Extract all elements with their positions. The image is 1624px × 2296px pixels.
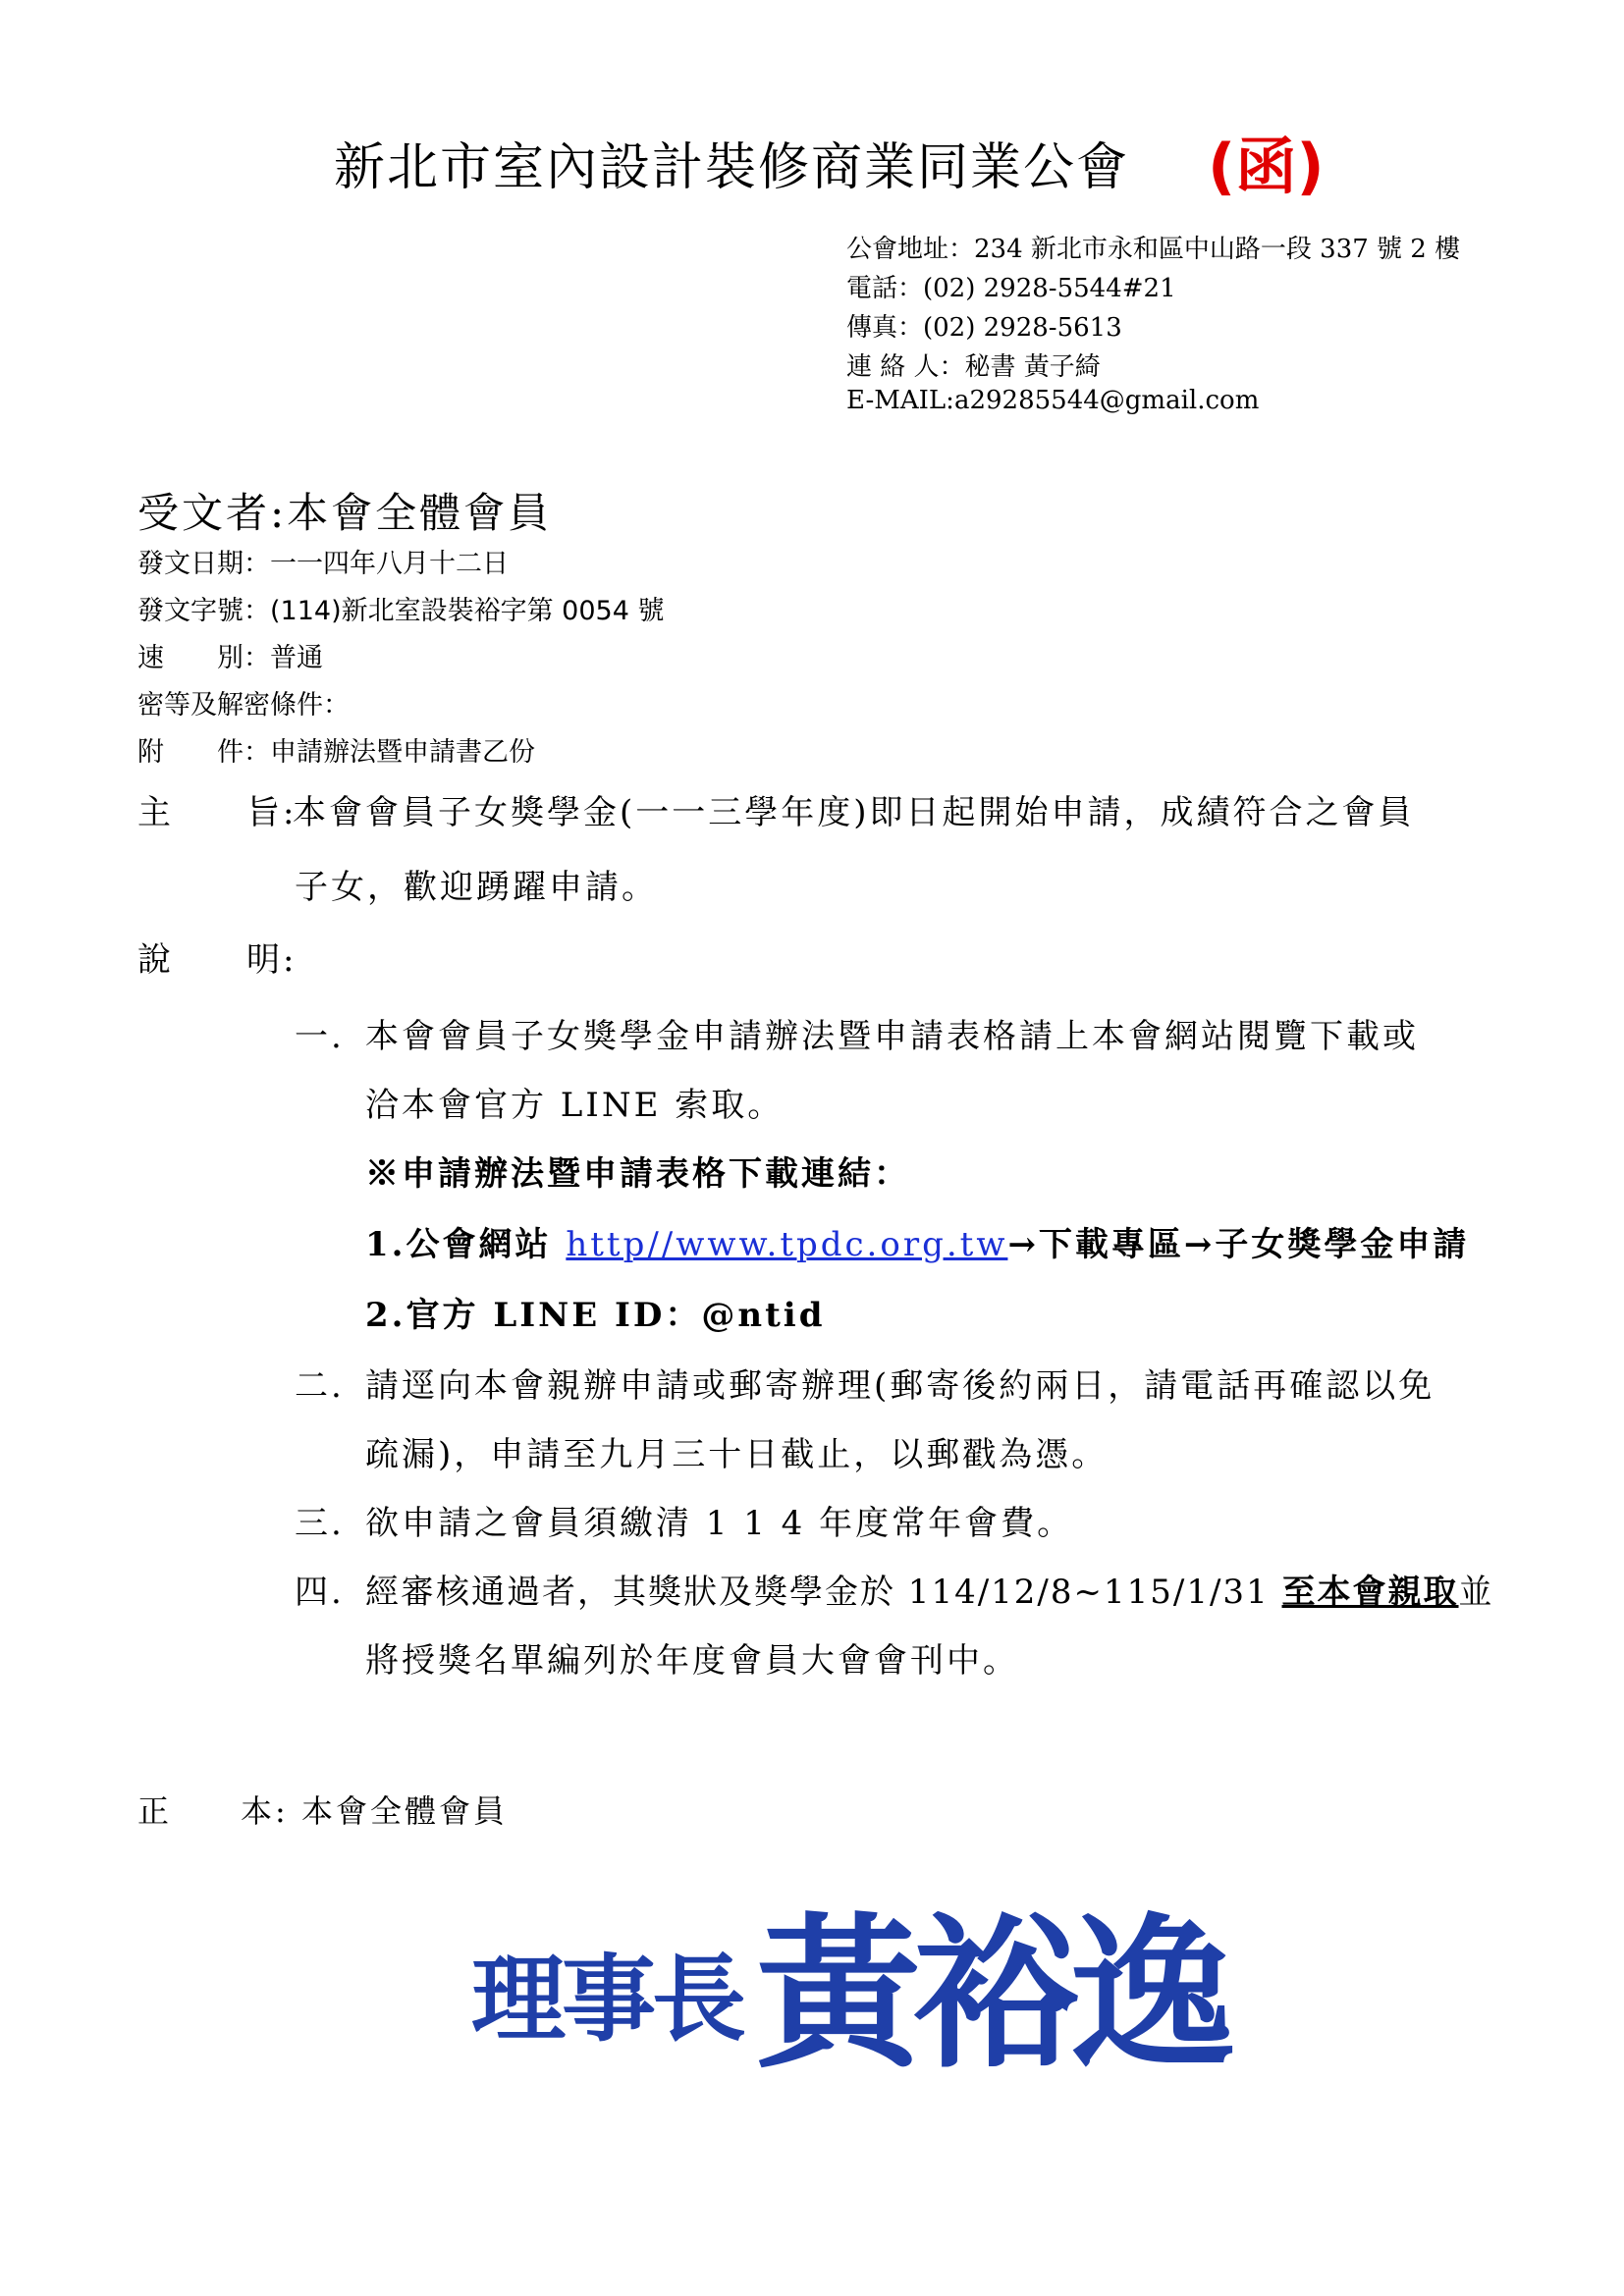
secrecy-row	[137, 683, 350, 721]
item-2-number: 二.	[295, 1366, 345, 1406]
subject-label: 主 旨:	[137, 793, 298, 832]
download-1-prefix: 1.公會網站	[365, 1225, 567, 1264]
attachment-value: 申請辦法暨申請書乙份	[270, 737, 535, 768]
attachment-label: 附 件：	[137, 737, 270, 768]
item-4-line-2: 將授獎名單編列於年度會員大會會刊中。	[365, 1641, 1019, 1681]
issue-date-label: 發文日期：	[137, 549, 270, 579]
item-4-text-a: 經審核通過者，其獎狀及獎學金於 114/12/8~115/1/31	[365, 1573, 1282, 1612]
item-1-line-1: 本會會員子女獎學金申請辦法暨申請表格請上本會網站閱覽下載或	[365, 1017, 1419, 1056]
speed-value: 普通	[270, 643, 323, 673]
issue-number-row	[137, 589, 664, 627]
item-2-line-1: 請逕向本會親辦申請或郵寄辦理(郵寄後約兩日，請電話再確認以免	[365, 1366, 1435, 1406]
download-link-row-1	[365, 1217, 1469, 1265]
contact-person: 連 絡 人：秘書 黃子綺	[846, 352, 1101, 382]
item-4-number: 四.	[295, 1573, 345, 1612]
item-3-number: 三.	[295, 1504, 345, 1543]
recipient-line: 受文者:本會全體會員	[137, 489, 553, 537]
secrecy-label: 密等及解密條件：	[137, 690, 350, 721]
contact-email: E-MAIL:a29285544@gmail.com	[846, 386, 1260, 415]
download-1-suffix: →下載專區→子女獎學金申請	[1007, 1225, 1470, 1264]
copy-to-value: 本會全體會員	[300, 1792, 508, 1830]
issue-number-value: (114)新北室設裝裕字第 0054 號	[270, 596, 665, 626]
download-heading: ※申請辦法暨申請表格下載連結：	[365, 1154, 910, 1194]
item-1-line-2: 洽本會官方 LINE 索取。	[365, 1086, 785, 1125]
item-2-line-2: 疏漏)，申請至九月三十日截止，以郵戳為憑。	[365, 1435, 1109, 1474]
copy-to-label: 正 本:	[137, 1792, 289, 1830]
signature-name: 黃裕逸	[756, 1896, 1227, 2091]
download-line-id: 2.官方 LINE ID：@ntid	[365, 1296, 826, 1335]
association-website-link[interactable]: http//www.tpdc.org.tw	[566, 1225, 1008, 1264]
speed-row	[137, 636, 323, 674]
explanation-label: 說 明:	[137, 940, 298, 980]
item-1-number: 一.	[295, 1017, 345, 1056]
item-4-text-c: 並	[1458, 1573, 1494, 1612]
copy-to-row	[137, 1787, 508, 1832]
issue-date-value: 一一四年八月十二日	[270, 549, 509, 579]
contact-phone: 電話：(02) 2928-5544#21	[846, 274, 1176, 303]
item-3-line-1: 欲申請之會員須繳清 1 1 4 年度常年會費。	[365, 1504, 1074, 1543]
document-type-mark: (函)	[1208, 131, 1325, 202]
item-4-pickup-emphasis: 至本會親取	[1281, 1573, 1459, 1612]
attachment-row	[137, 730, 535, 769]
issue-number-label: 發文字號：	[137, 596, 270, 626]
contact-address: 公會地址：234 新北市永和區中山路一段 337 號 2 樓	[846, 235, 1461, 264]
organization-name: 新北市室內設計裝修商業同業公會	[334, 138, 1130, 197]
subject-line-2: 子女，歡迎踴躍申請。	[295, 868, 658, 907]
item-4-line-1	[365, 1565, 1494, 1613]
subject-line-1: 本會會員子女獎學金(一一三學年度)即日起開始申請，成績符合之會員	[293, 793, 1415, 832]
speed-label: 速 別：	[137, 643, 270, 673]
contact-fax: 傳真：(02) 2928-5613	[846, 313, 1122, 343]
issue-date-row	[137, 542, 509, 580]
chairman-signature-stamp	[461, 1865, 1257, 2101]
signature-title: 理事長	[471, 1944, 742, 2055]
